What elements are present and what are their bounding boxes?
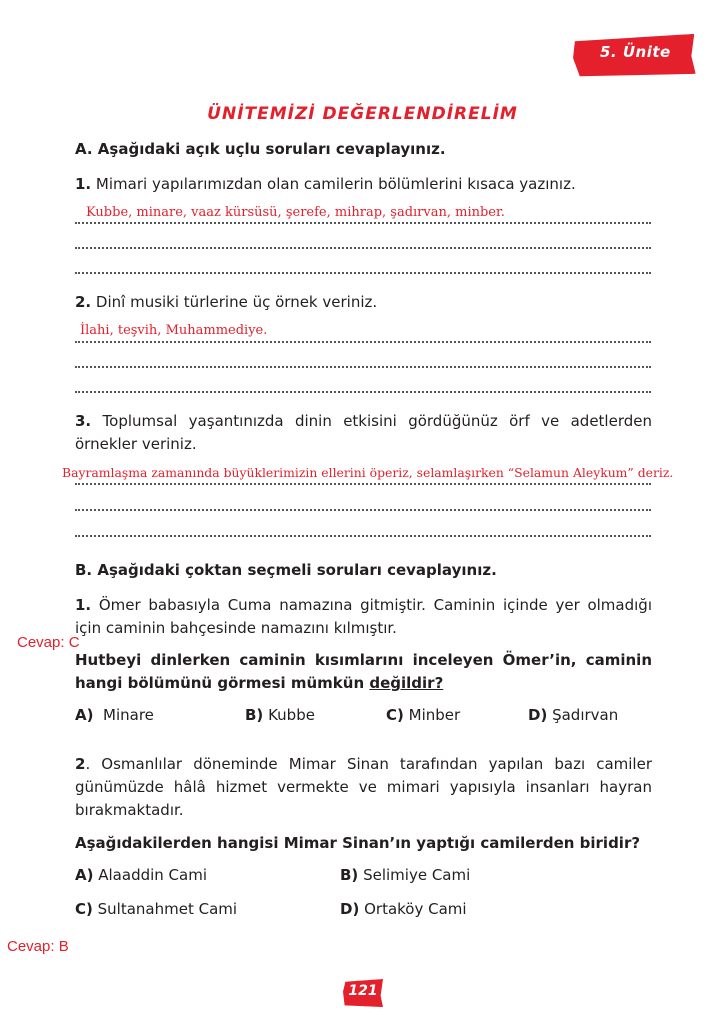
section-a-heading: A. Aşağıdaki açık uçlu soruları cevaplayınız. <box>75 140 446 158</box>
answer-line <box>75 341 651 343</box>
question-number: 1. <box>75 175 92 193</box>
option-text: Minber <box>408 706 461 724</box>
option-letter: A) <box>75 866 94 884</box>
section-b-heading: B. Aşağıdaki çoktan seçmeli soruları cevaplayınız. <box>75 561 497 579</box>
prompt-text: Hutbeyi dinlerken caminin kısımlarını inceleyen Ömer’in, caminin hangi bölümünü görmesi mümkün <box>75 651 652 692</box>
option-text: Kubbe <box>268 706 315 724</box>
question-text: Ömer babasıyla Cuma namazına gitmiştir. Caminin içinde yer olmadığı için caminin bahçesinde namazını kılmıştır. <box>75 596 652 637</box>
option-text: Şadırvan <box>552 706 619 724</box>
answer-line <box>75 535 651 537</box>
option-letter: B) <box>245 706 264 724</box>
question-text: Toplumsal yaşantınızda dinin etkisini gördüğünüz örf ve adetlerden örnekler veriniz. <box>75 412 652 453</box>
question-number: 3. <box>75 412 92 430</box>
option-letter: D) <box>528 706 548 724</box>
handwritten-answer-1: Kubbe, minare, vaaz kürsüsü, şerefe, mihrap, şadırvan, minber. <box>86 205 505 220</box>
handwritten-answer-2: İlahi, teşvih, Muhammediye. <box>80 323 268 338</box>
mcq-1-option-a <box>75 706 154 724</box>
question-text: Dinî musiki türlerine üç örnek veriniz. <box>95 293 378 311</box>
question-number: 2. <box>75 293 92 311</box>
mcq-2-text <box>75 753 652 822</box>
prompt-emphasis: değildir? <box>369 674 444 692</box>
option-text: Sultanahmet Cami <box>97 900 238 918</box>
question-number: 1. <box>75 596 92 614</box>
answer-line <box>75 483 651 485</box>
option-text: Selimiye Cami <box>363 866 471 884</box>
answer-note-2: Cevap: B <box>7 938 69 955</box>
page-number: 121 <box>348 983 378 999</box>
option-letter: C) <box>386 706 404 724</box>
mcq-1-option-b <box>245 706 315 724</box>
option-text: Alaaddin Cami <box>98 866 207 884</box>
mcq-2-option-b <box>340 866 470 884</box>
answer-note-1: Cevap: C <box>17 634 80 651</box>
answer-line <box>75 247 651 249</box>
mcq-2-option-a <box>75 866 207 884</box>
option-letter: D) <box>340 900 360 918</box>
option-text: Ortaköy Cami <box>364 900 467 918</box>
open-question-3 <box>75 410 652 456</box>
mcq-1-option-d <box>528 706 618 724</box>
answer-line <box>75 222 651 224</box>
answer-line <box>75 366 651 368</box>
option-letter: A) <box>75 706 94 724</box>
answer-line <box>75 509 651 511</box>
question-text: Mimari yapılarımızdan olan camilerin bölümlerini kısaca yazınız. <box>95 175 576 193</box>
mcq-1-prompt <box>75 649 652 695</box>
option-letter: C) <box>75 900 93 918</box>
page-title: ÜNİTEMİZİ DEĞERLENDİRELİM <box>207 104 518 124</box>
mcq-2-option-d <box>340 900 467 918</box>
mcq-2-prompt: Aşağıdakilerden hangisi Mimar Sinan’ın yaptığı camilerden biridir? <box>75 834 641 852</box>
option-text: Minare <box>103 706 154 724</box>
handwritten-answer-3: Bayramlaşma zamanında büyüklerimizin ellerini öperiz, selamlaşırken “Selamun Aleykum” deriz. <box>62 465 674 480</box>
open-question-2 <box>75 291 652 314</box>
mcq-1-text <box>75 594 652 640</box>
question-number: 2 <box>75 755 86 773</box>
option-letter: B) <box>340 866 359 884</box>
unit-label: 5. Ünite <box>600 43 671 61</box>
mcq-1-option-c <box>386 706 460 724</box>
mcq-2-option-c <box>75 900 237 918</box>
answer-line <box>75 272 651 274</box>
open-question-1 <box>75 173 652 196</box>
answer-line <box>75 391 651 393</box>
question-text: . Osmanlılar döneminde Mimar Sinan tarafından yapılan bazı camiler günümüzde hâlâ hizmet vermekte ve mimari yapısıyla insanları hayran bırakmaktadır. <box>75 755 652 819</box>
